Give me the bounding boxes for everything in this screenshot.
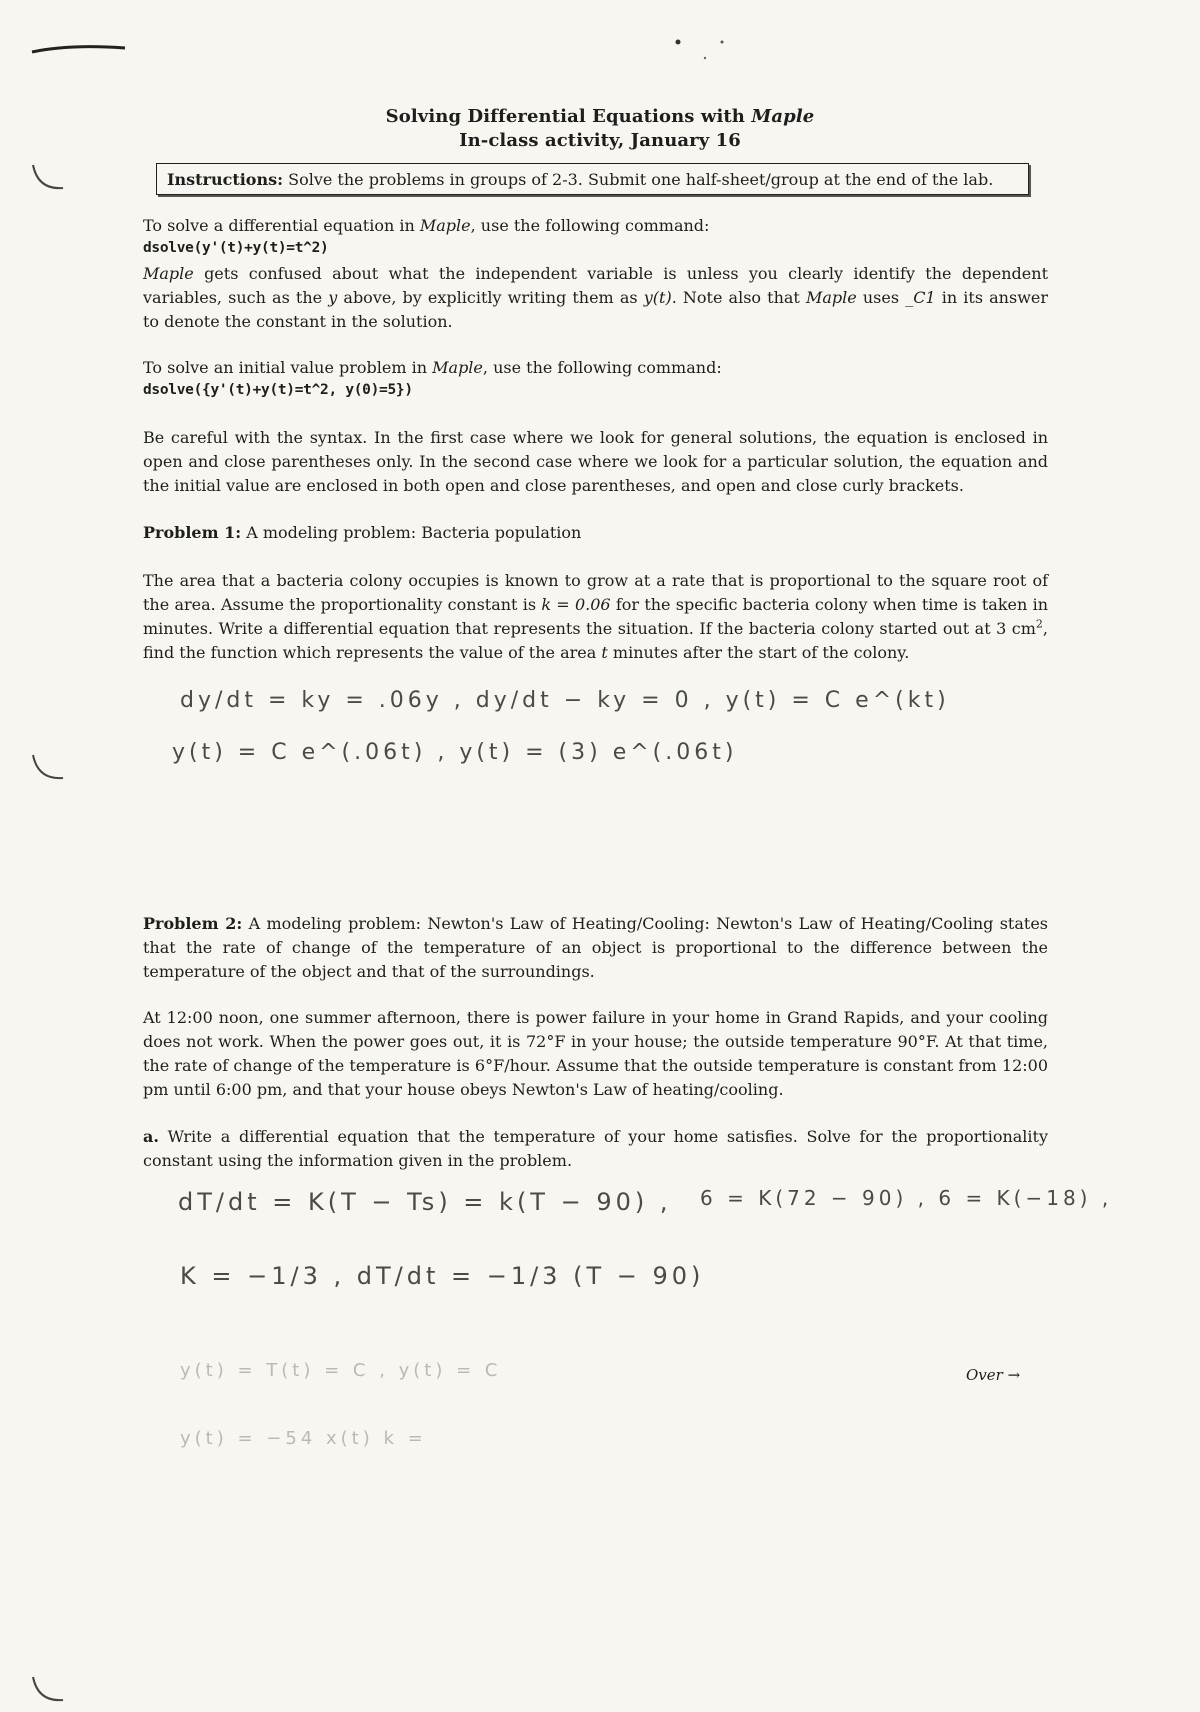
- scan-artifact-top-left-stroke: [30, 40, 130, 60]
- handwritten-p2a-line2: K = −1/3 , dT/dt = −1/3 (T − 90): [180, 1262, 705, 1290]
- intro-initial-value: To solve an initial value problem in Maple, use the following command:: [143, 358, 722, 377]
- scan-artifact-dots: [670, 36, 740, 66]
- problem-2a-prompt: a. Write a differential equation that the temperature of your home satisfies. Solve for the proportionality constant using the information given in the problem.: [143, 1127, 1048, 1170]
- over-page-indicator: Over →: [966, 1366, 1021, 1384]
- dsolve-command-ivp: dsolve({y'(t)+y(t)=t^2, y(0)=5}): [143, 382, 413, 398]
- hole-punch-mark-middle: [28, 750, 68, 790]
- document-subtitle: In-class activity, January 16: [459, 130, 741, 151]
- problem-2-scenario: At 12:00 noon, one summer afternoon, there is power failure in your home in Grand Rapids, and your cooling does not work. When the power goes out, it is 72°F in your house; the outside temperature 90°F. At that time, the rate of change of the temperature is 6°F/hour. Assume that the outside temperature is constant from 12:00 pm until 6:00 pm, and that your house obeys Newton's Law of heating/cooling.: [143, 1008, 1048, 1099]
- intro-general-solution: To solve a differential equation in Maple, use the following command:: [143, 216, 710, 235]
- hole-punch-mark-bottom: [28, 1672, 68, 1712]
- hole-punch-mark-top: [28, 160, 68, 200]
- syntax-caution: Be careful with the syntax. In the first case where we look for general solutions, the equation is enclosed in open and close parentheses only. In the second case where we look for a particular solution, the equation and the initial value are enclosed in both open and close parentheses, and open and close curly brackets.: [143, 428, 1048, 495]
- handwritten-p2a-line1: dT/dt = K(T − Ts) = k(T − 90) ,: [178, 1188, 672, 1216]
- handwritten-faint-line4: y(t) = −54 x(t) k =: [180, 1428, 427, 1449]
- handwritten-p1-line1: dy/dt = ky = .06y , dy/dt − ky = 0 , y(t) = C e^(kt): [180, 688, 950, 713]
- document-title: Solving Differential Equations with Maple: [385, 106, 815, 127]
- handwritten-p1-line2: y(t) = C e^(.06t) , y(t) = (3) e^(.06t): [172, 740, 738, 765]
- problem-1-heading: Problem 1: A modeling problem: Bacteria population: [143, 523, 582, 542]
- problem-2-statement: Problem 2: A modeling problem: Newton's Law of Heating/Cooling: Newton's Law of Heating/Cooling states that the rate of change of the temperature of an object is proportional to the difference between the temperature of the object and that of the surroundings.: [143, 914, 1048, 981]
- dsolve-command-general: dsolve(y'(t)+y(t)=t^2): [143, 240, 329, 256]
- maple-variable-note: Maple gets confused about what the independent variable is unless you clearly identify the dependent variables, such as the y above, by explicitly writing them as y(t). Note also that Maple uses _C1 in its answer to denote the constant in the solution.: [143, 264, 1049, 331]
- problem-1-statement: The area that a bacteria colony occupies is known to grow at a rate that is proportional to the square root of the area. Assume the proportionality constant is k = 0.06 for the specific bacteria colony when time is taken in minutes. Write a differential equation that represents the situation. If the bacteria colony started out at 3 $cm^2$, find the function which represents the value of the area t minutes after the start of the colony.: [143, 571, 1049, 662]
- handwritten-p2a-line1b: 6 = K(72 − 90) , 6 = K(−18) ,: [700, 1186, 1113, 1210]
- instructions-box: Instructions: Solve the problems in groups of 2-3. Submit one half-sheet/group at the end of the lab.: [156, 163, 1029, 195]
- handwritten-faint-line3: y(t) = T(t) = C , y(t) = C: [180, 1360, 502, 1381]
